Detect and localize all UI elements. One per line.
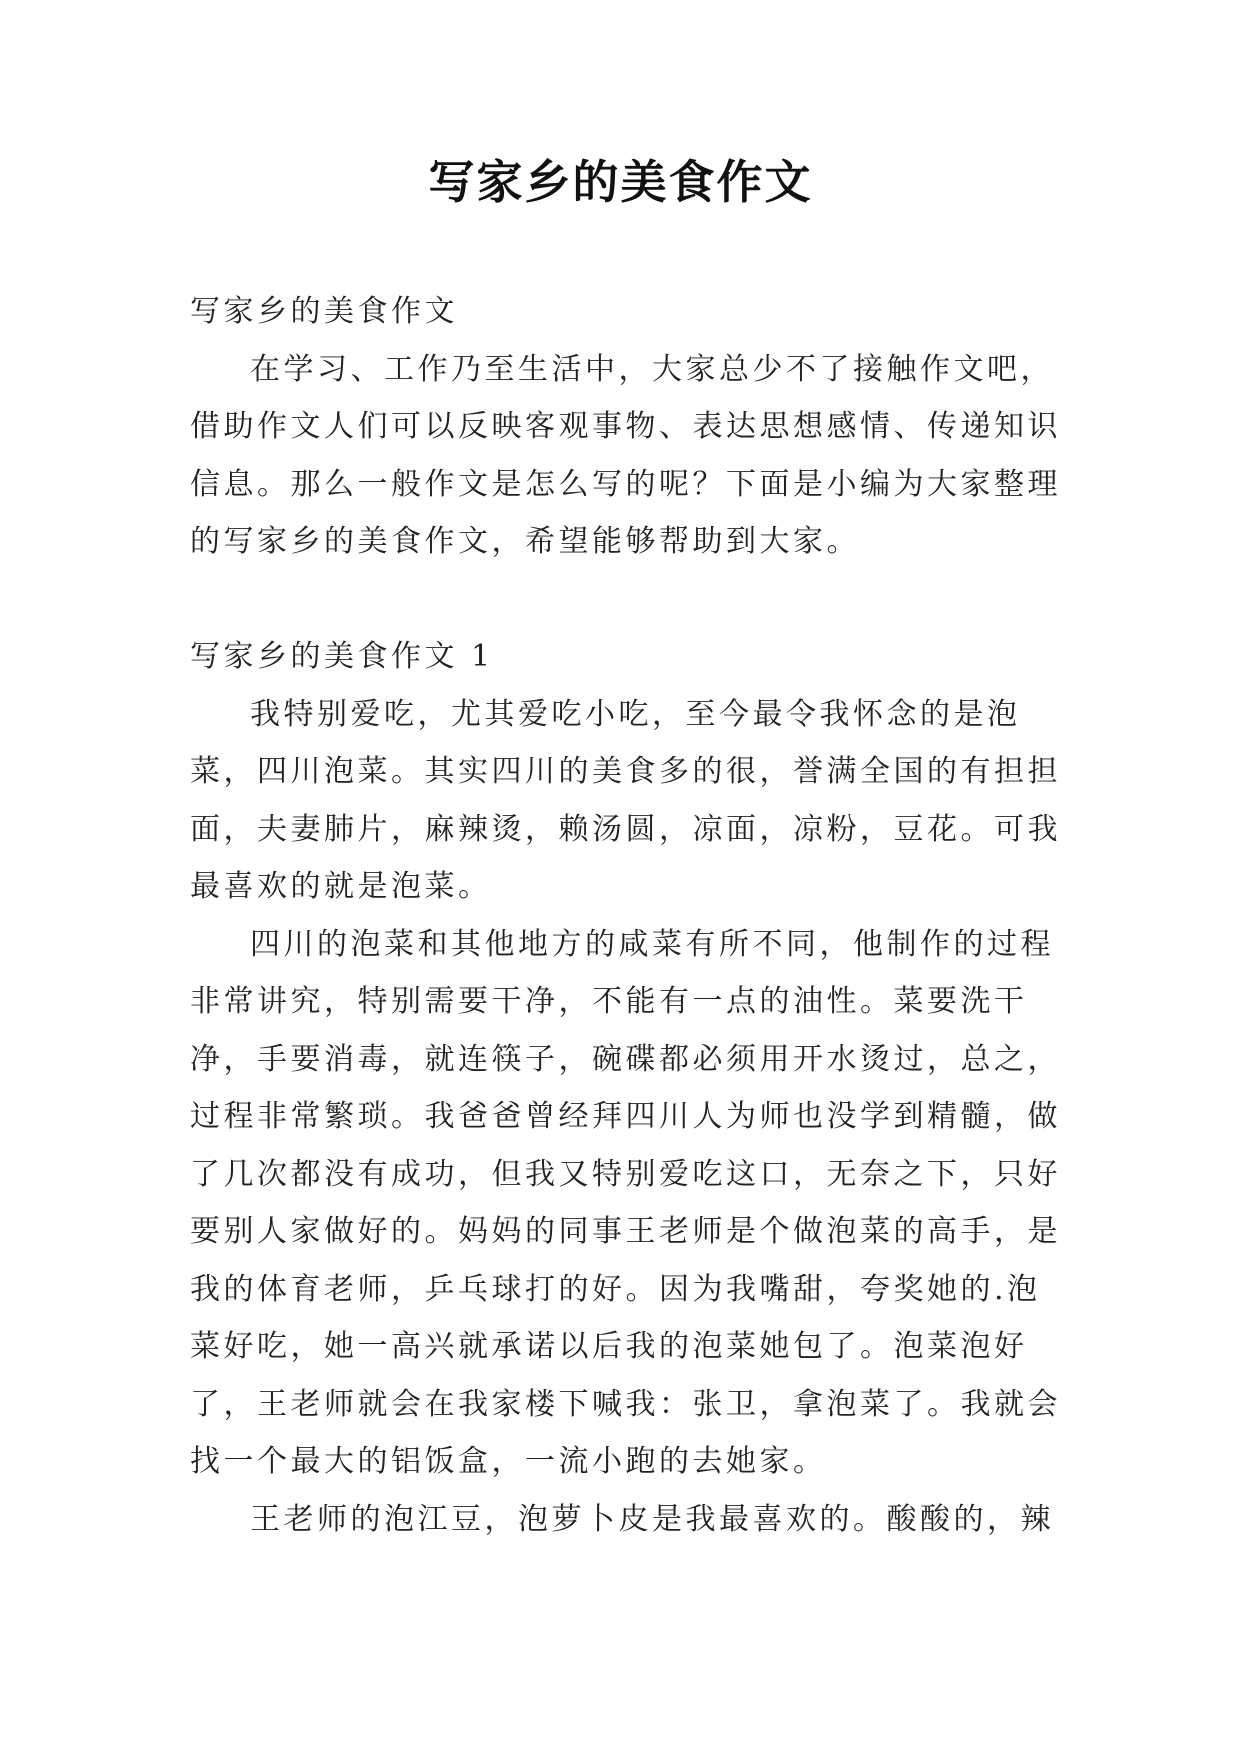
section1-paragraph-3: 王老师的泡江豆，泡萝卜皮是我最喜欢的。酸酸的，辣: [250, 1501, 1054, 1537]
intro-heading: 写家乡的美食作文: [190, 294, 458, 329]
intro-paragraph: 在学习、工作乃至生活中，大家总少不了接触作文吧，借助作文人们可以反映客观事物、表达思想感情、传递知识信息。那么一般作文是怎么写的呢？下面是小编为大家整理的写家乡的美食作文，希望能够帮助到大家。: [190, 351, 1061, 559]
document-body: [190, 283, 1070, 1548]
section-spacer: [190, 571, 1070, 629]
section-heading-1: 写家乡的美食作文 1: [190, 639, 494, 674]
section1-paragraph-1: 我特别爱吃，尤其爱吃小吃，至今最令我怀念的是泡菜，四川泡菜。其实四川的美食多的很，誉满全国的有担担面，夫妻肺片，麻辣烫，赖汤圆，凉面，凉粉，豆花。可我最喜欢的就是泡菜。: [190, 696, 1061, 904]
document-title: 写家乡的美食作文: [428, 155, 813, 209]
section1-paragraph-2: 四川的泡菜和其他地方的咸菜有所不同，他制作的过程非常讲究，特别需要干净，不能有一点的油性。菜要洗干净，手要消毒，就连筷子，碗碟都必须用开水烫过，总之，过程非常繁琐。我爸爸曾经拜四川人为师也没学到精髓，做了几次都没有成功，但我又特别爱吃这口，无奈之下，只好要别人家做好的。妈妈的同事王老师是个做泡菜的高手，是我的体育老师，乒乓球打的好。因为我嘴甜，夸奖她的.泡菜好吃，她一高兴就承诺以后我的泡菜她包了。泡菜泡好了，王老师就会在我家楼下喊我：张卫，拿泡菜了。我就会找一个最大的铝饭盒，一流小跑的去她家。: [190, 926, 1061, 1479]
